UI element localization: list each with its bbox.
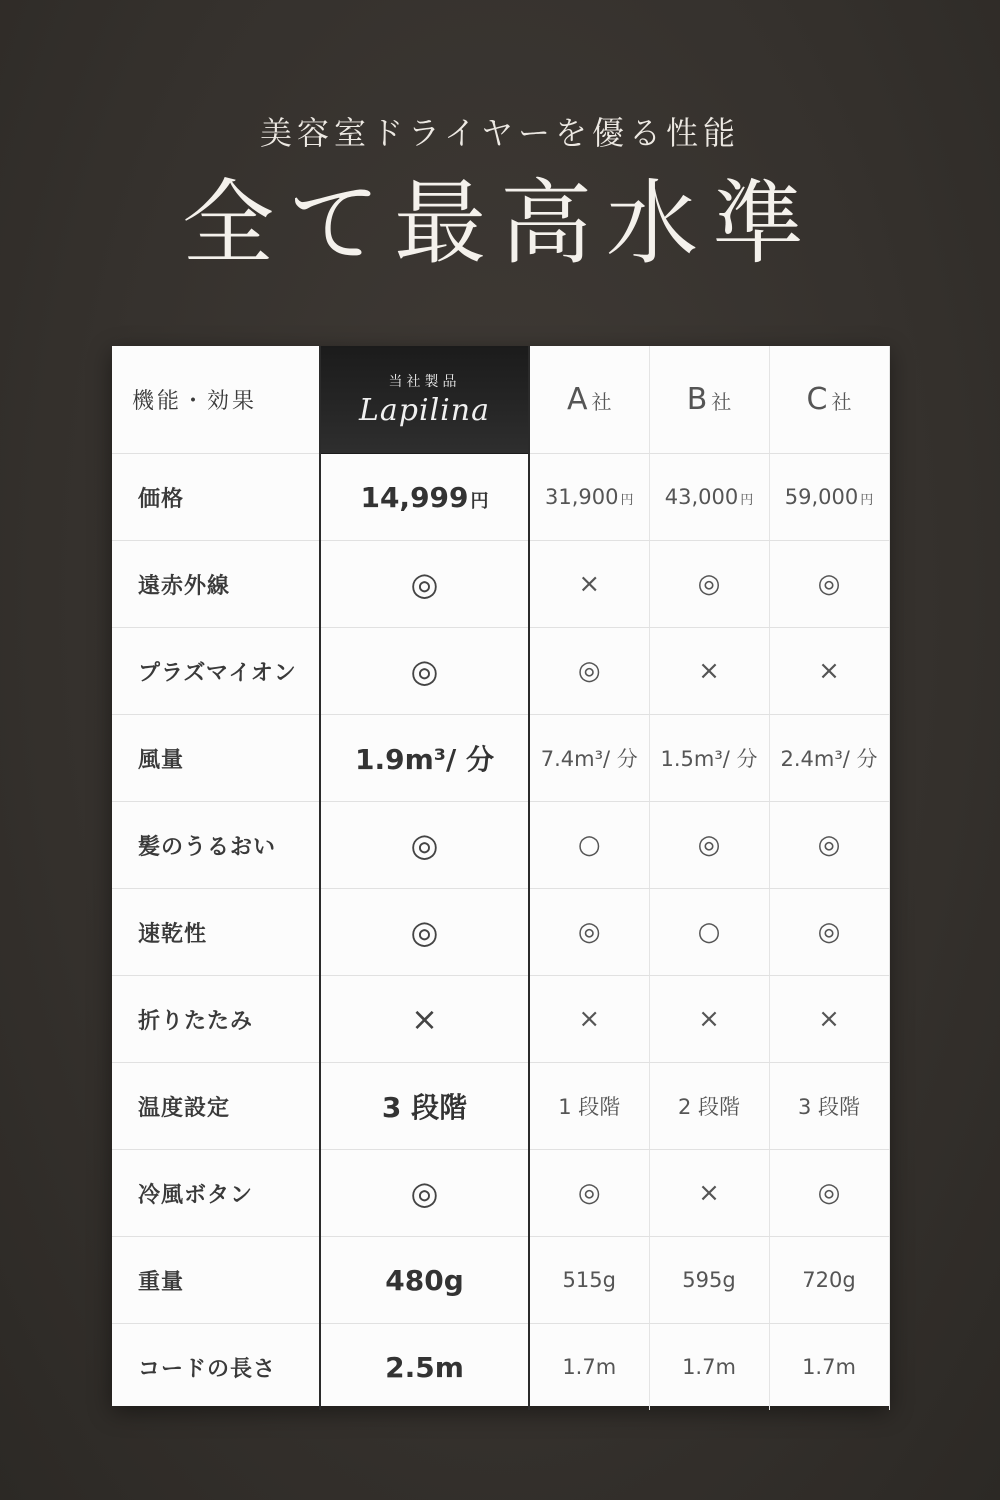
yen-unit: 円 xyxy=(470,490,489,512)
company-b-value xyxy=(649,454,769,541)
header-company-b xyxy=(649,346,769,454)
company-a-value: 515g xyxy=(529,1237,649,1324)
feature-label: 重量 xyxy=(112,1237,320,1324)
header-own-product xyxy=(320,346,529,454)
rating-mark: × xyxy=(698,656,720,686)
rating-mark: ◎ xyxy=(817,1178,841,1208)
rating-mark: × xyxy=(818,1004,840,1034)
rating-mark: ◎ xyxy=(577,917,601,947)
rating-mark: ◎ xyxy=(410,1174,439,1212)
company-c-suffix: 社 xyxy=(831,390,852,414)
yen-unit: 円 xyxy=(620,493,634,508)
table-body xyxy=(112,454,889,1411)
company-a-value: 7.4m³/ 分 xyxy=(529,715,649,802)
table-row xyxy=(112,1150,889,1237)
comparison-table xyxy=(112,346,889,1406)
rating-mark: × xyxy=(698,1004,720,1034)
feature-label: 折りたたみ xyxy=(112,976,320,1063)
rating-mark: ◎ xyxy=(410,565,439,603)
company-a-value: 1.7m xyxy=(529,1324,649,1411)
feature-label: 冷風ボタン xyxy=(112,1150,320,1237)
rating-mark: ◎ xyxy=(817,569,841,599)
company-c-value: 2.4m³/ 分 xyxy=(769,715,889,802)
feature-label: 温度設定 xyxy=(112,1063,320,1150)
rating-mark: × xyxy=(411,1000,438,1038)
company-a-value xyxy=(529,454,649,541)
own-value xyxy=(320,454,529,541)
table-row xyxy=(112,628,889,715)
header-company-a xyxy=(529,346,649,454)
company-c-letter: C xyxy=(806,382,828,417)
main-title: 全て最高水準 xyxy=(181,170,818,277)
company-b-letter: B xyxy=(686,382,708,417)
company-b-suffix: 社 xyxy=(711,390,732,414)
feature-label: 速乾性 xyxy=(112,889,320,976)
feature-label: 遠赤外線 xyxy=(112,541,320,628)
rating-mark: × xyxy=(578,569,601,599)
feature-label: コードの長さ xyxy=(112,1324,320,1411)
company-c-value: 720g xyxy=(769,1237,889,1324)
rating-mark: ◎ xyxy=(817,830,841,860)
feature-label: プラズマイオン xyxy=(112,628,320,715)
own-value: 2.5m xyxy=(320,1324,529,1411)
rating-mark: ◎ xyxy=(817,917,841,947)
rating-mark: ○ xyxy=(697,917,721,947)
rating-mark: ◎ xyxy=(410,826,439,864)
rating-mark: ◎ xyxy=(697,830,721,860)
own-value: 3 段階 xyxy=(320,1063,529,1150)
yen-unit: 円 xyxy=(860,493,874,508)
company-c-value: 1.7m xyxy=(769,1324,889,1411)
subtitle: 美容室ドライヤーを優る性能 xyxy=(259,114,741,152)
table-row xyxy=(112,802,889,889)
header-company-c xyxy=(769,346,889,454)
company-c-value xyxy=(769,454,889,541)
own-price: 14,999 xyxy=(360,480,469,514)
feature-label: 風量 xyxy=(112,715,320,802)
rating-mark: × xyxy=(578,1004,601,1034)
yen-unit: 円 xyxy=(740,493,754,508)
company-c-price: 59,000 xyxy=(784,485,859,509)
company-b-value: 1.5m³/ 分 xyxy=(649,715,769,802)
rating-mark: ◎ xyxy=(410,913,439,951)
company-a-letter: A xyxy=(566,382,588,417)
company-b-value: 1.7m xyxy=(649,1324,769,1411)
company-c-value: 3 段階 xyxy=(769,1063,889,1150)
header-feature: 機能・効果 xyxy=(112,346,320,454)
table-header-row xyxy=(112,346,889,454)
rating-mark: ◎ xyxy=(697,569,721,599)
own-value: 1.9m³/ 分 xyxy=(320,715,529,802)
own-product-label: 当社製品 xyxy=(388,374,461,390)
company-b-value: 2 段階 xyxy=(649,1063,769,1150)
feature-label: 価格 xyxy=(112,454,320,541)
rating-mark: ○ xyxy=(577,830,601,860)
own-value: 480g xyxy=(320,1237,529,1324)
table-row xyxy=(112,1063,889,1150)
company-b-price: 43,000 xyxy=(664,485,739,509)
rating-mark: ◎ xyxy=(577,1178,601,1208)
company-a-price: 31,900 xyxy=(545,485,619,509)
table-row xyxy=(112,454,889,541)
table-row xyxy=(112,541,889,628)
rating-mark: ◎ xyxy=(410,652,439,690)
table-row xyxy=(112,889,889,976)
rating-mark: × xyxy=(818,656,840,686)
table-row xyxy=(112,976,889,1063)
brand-logo: Lapilina xyxy=(358,393,490,428)
table-row xyxy=(112,715,889,802)
table-row xyxy=(112,1324,889,1411)
company-a-suffix: 社 xyxy=(591,390,612,414)
company-a-value: 1 段階 xyxy=(529,1063,649,1150)
table-row xyxy=(112,1237,889,1324)
feature-label: 髪のうるおい xyxy=(112,802,320,889)
company-b-value: 595g xyxy=(649,1237,769,1324)
rating-mark: × xyxy=(698,1178,720,1208)
rating-mark: ◎ xyxy=(577,656,601,686)
